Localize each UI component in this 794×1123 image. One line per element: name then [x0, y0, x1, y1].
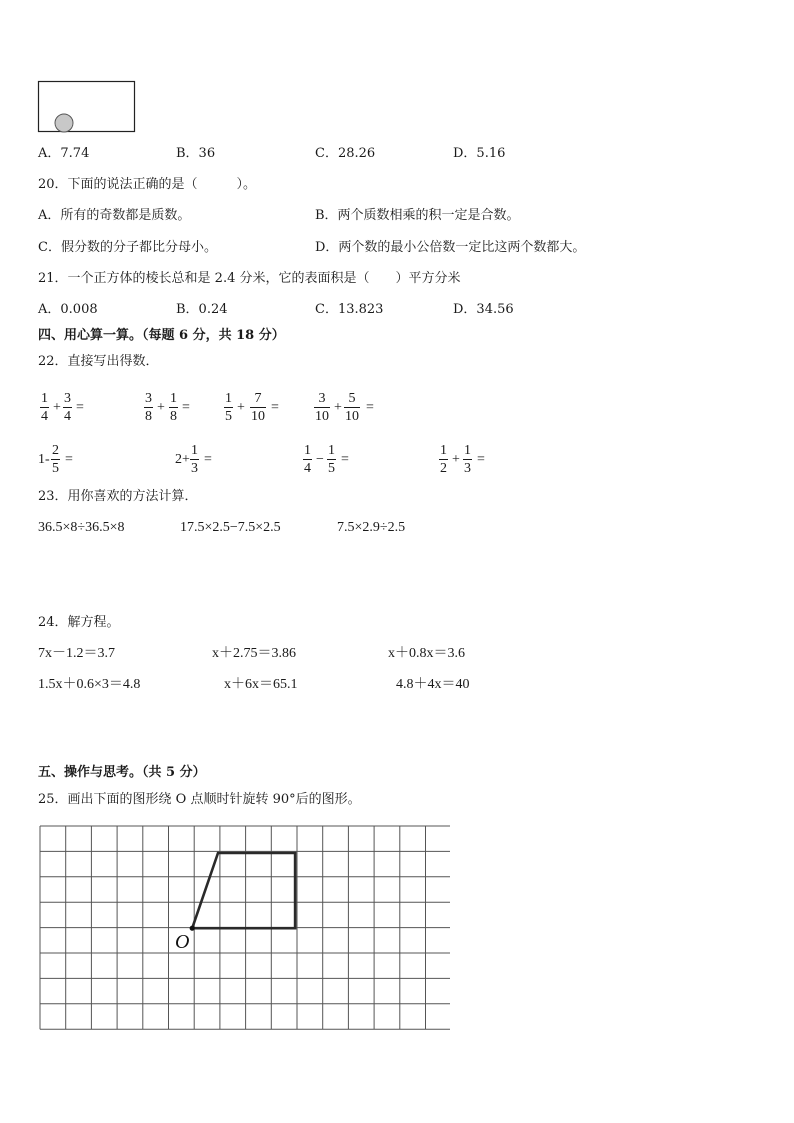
q20-option-c[interactable]: C．假分数的分子都比分母小。 — [38, 240, 217, 255]
fraction-denominator: 4 — [41, 409, 48, 424]
q25-grid-figure[interactable] — [38, 824, 450, 1036]
equals-sign: = — [76, 400, 84, 415]
q20-option-d[interactable]: D．两个数的最小公倍数一定比这两个数都大。 — [315, 240, 586, 255]
fraction-denominator: 5 — [328, 461, 335, 476]
q23-expression-1: 36.5×8÷36.5×8 — [38, 520, 125, 535]
fraction-denominator: 10 — [345, 409, 359, 424]
fraction-numerator: 2 — [52, 443, 59, 458]
fraction-denominator: 5 — [52, 461, 59, 476]
q24-equation-2: x＋2.75＝3.86 — [212, 646, 296, 661]
q24-equation-3: x＋0.8x＝3.6 — [388, 646, 465, 661]
fraction-denominator: 2 — [440, 461, 447, 476]
q25-quadrilateral — [192, 853, 295, 928]
q19-option-b[interactable]: B．36 — [176, 146, 216, 161]
q20-stem: 20．下面的说法正确的是（ ）。 — [38, 177, 257, 192]
q19-option-d[interactable]: D．5.16 — [453, 146, 506, 161]
fraction-denominator: 10 — [315, 409, 329, 424]
fraction-numerator: 1 — [440, 443, 447, 458]
q19-figure — [37, 80, 137, 135]
fraction-denominator: 4 — [64, 409, 71, 424]
q21-option-c[interactable]: C．13.823 — [315, 302, 384, 317]
fraction-numerator: 1 — [328, 443, 335, 458]
q21-stem: 21．一个正方体的棱长总和是 2.4 分米，它的表面积是（ ）平方分米 — [38, 271, 461, 286]
q21-option-b[interactable]: B．0.24 — [176, 302, 228, 317]
equals-sign: = — [65, 452, 73, 467]
q24-equation-4: 1.5x＋0.6×3＝4.8 — [38, 677, 141, 692]
section-4-title: 四、用心算一算。（每题 6 分，共 18 分） — [38, 328, 285, 343]
fraction-denominator: 3 — [464, 461, 471, 476]
equals-sign: = — [182, 400, 190, 415]
leading-term: 1- — [38, 452, 50, 467]
q23-expression-2: 17.5×2.5−7.5×2.5 — [180, 520, 281, 535]
q19-option-a[interactable]: A．7.74 — [38, 146, 90, 161]
q24-stem: 24．解方程。 — [38, 615, 120, 630]
fraction-denominator: 5 — [225, 409, 232, 424]
fraction-numerator: 1 — [170, 391, 177, 406]
q24-equation-6: 4.8＋4x＝40 — [396, 677, 470, 692]
equals-sign: = — [271, 400, 279, 415]
fraction-denominator: 3 — [191, 461, 198, 476]
q21-option-a[interactable]: A．0.008 — [38, 302, 98, 317]
q22-stem: 22．直接写出得数． — [38, 354, 159, 369]
equals-sign: = — [366, 400, 374, 415]
point-o-label: O — [175, 931, 190, 953]
fraction-numerator: 1 — [41, 391, 48, 406]
q24-equation-1: 7x－1.2＝3.7 — [38, 646, 115, 661]
section-5-title: 五、操作与思考。（共 5 分） — [38, 765, 206, 780]
q20-option-b[interactable]: B．两个质数相乘的积一定是合数。 — [315, 208, 520, 223]
fraction-numerator: 3 — [145, 391, 152, 406]
fraction-denominator: 4 — [304, 461, 311, 476]
fraction-denominator: 10 — [251, 409, 265, 424]
q23-stem: 23．用你喜欢的方法计算． — [38, 489, 198, 504]
q19-circle — [55, 114, 73, 132]
fraction-numerator: 1 — [304, 443, 311, 458]
q19-rectangle — [39, 82, 135, 132]
equals-sign: = — [477, 452, 485, 467]
q20-option-a[interactable]: A．所有的奇数都是质数。 — [38, 208, 191, 223]
operator: + — [237, 400, 245, 415]
operator: + — [452, 452, 460, 467]
fraction-denominator: 8 — [170, 409, 177, 424]
q23-expression-3: 7.5×2.9÷2.5 — [337, 520, 406, 535]
operator: + — [53, 400, 61, 415]
fraction-numerator: 1 — [225, 391, 232, 406]
equals-sign: = — [341, 452, 349, 467]
fraction-denominator: 8 — [145, 409, 152, 424]
equals-sign: = — [204, 452, 212, 467]
leading-term: 2+ — [175, 452, 190, 467]
operator: + — [334, 400, 342, 415]
q19-option-c[interactable]: C．28.26 — [315, 146, 376, 161]
fraction-numerator: 7 — [254, 391, 262, 406]
operator: + — [157, 400, 165, 415]
point-o-dot — [190, 926, 195, 931]
fraction-numerator: 3 — [64, 391, 71, 406]
fraction-numerator: 1 — [191, 443, 198, 458]
q21-option-d[interactable]: D．34.56 — [453, 302, 514, 317]
fraction-numerator: 1 — [464, 443, 471, 458]
q25-stem: 25．画出下面的图形绕 O 点顺时针旋转 90°后的图形。 — [38, 792, 361, 807]
q24-equation-5: x＋6x＝65.1 — [224, 677, 298, 692]
fraction-numerator: 3 — [318, 391, 326, 406]
fraction-numerator: 5 — [348, 391, 356, 406]
operator: − — [316, 452, 324, 467]
